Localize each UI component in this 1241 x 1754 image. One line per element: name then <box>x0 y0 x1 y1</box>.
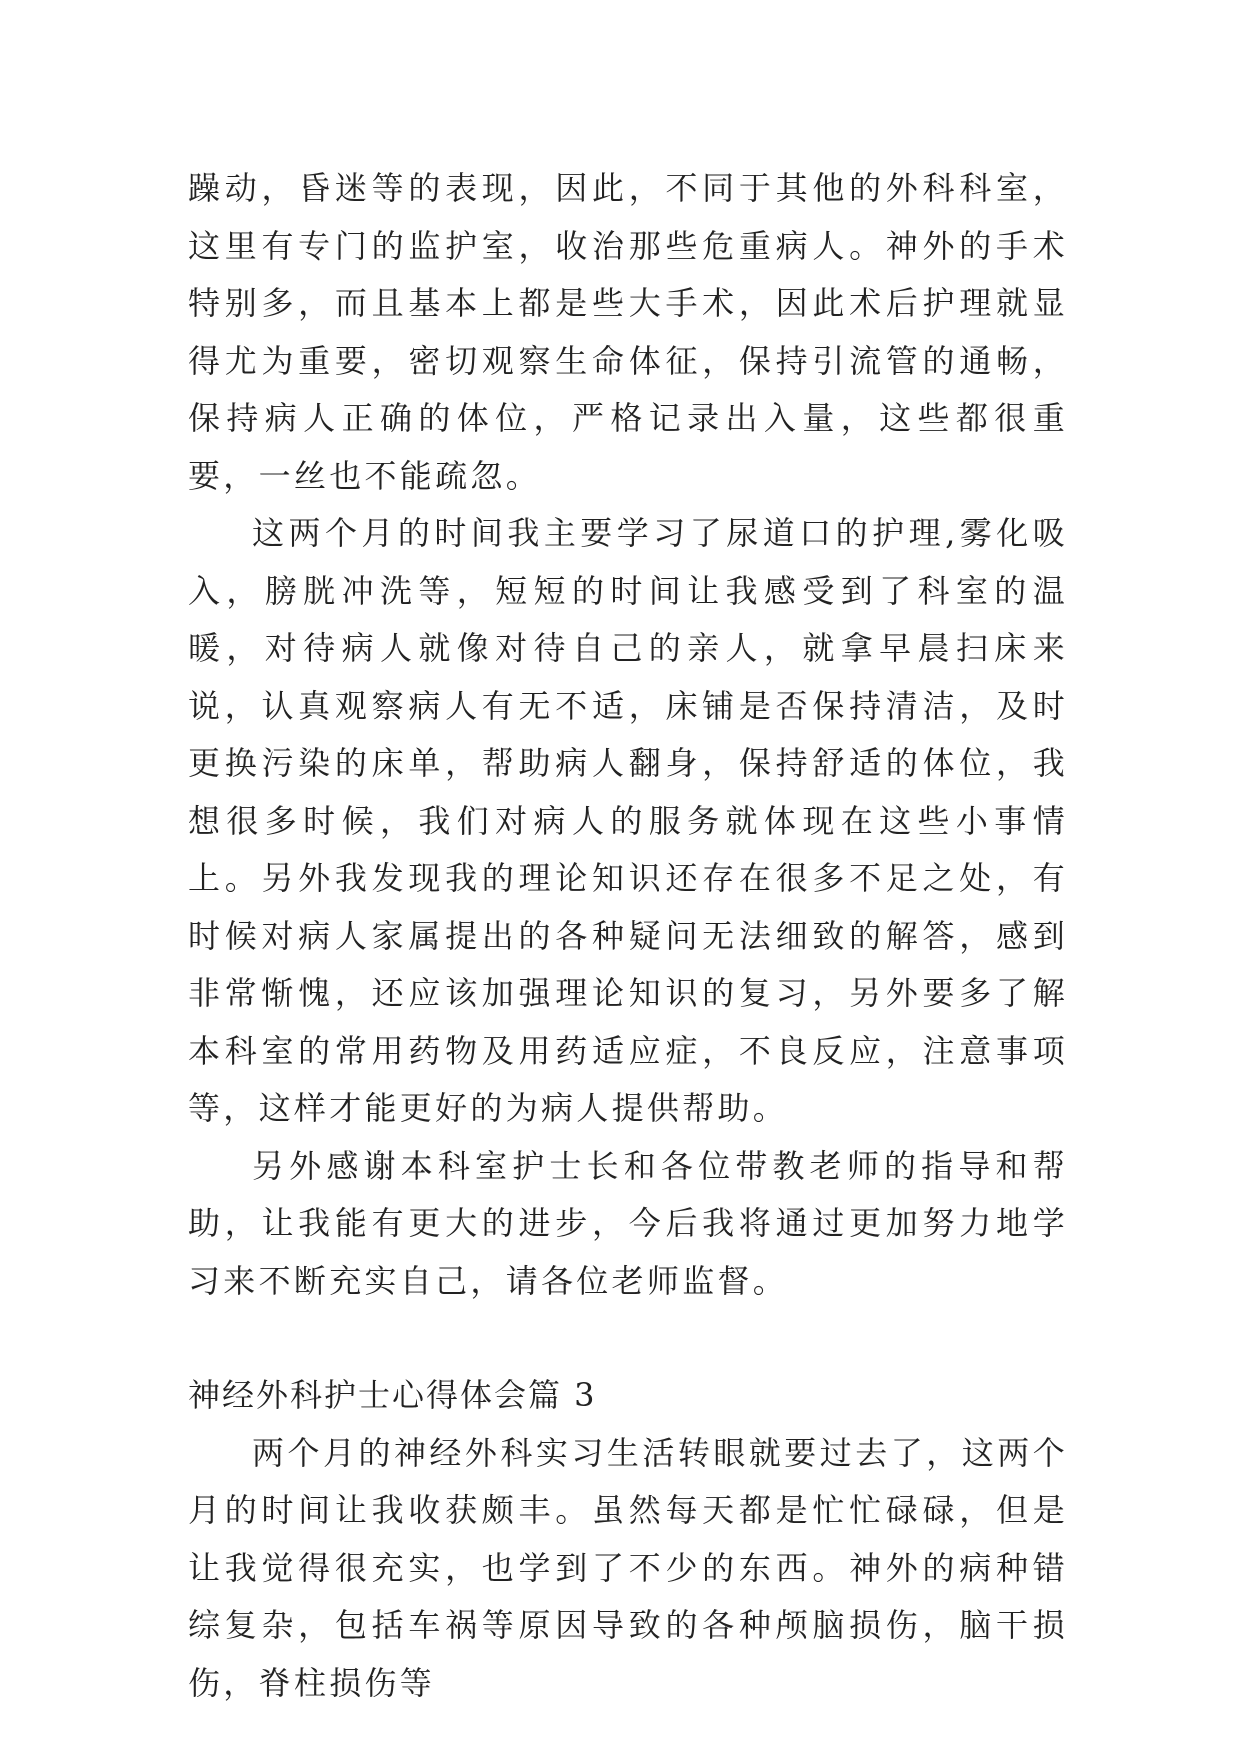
paragraph-4: 两个月的神经外科实习生活转眼就要过去了，这两个月的时间让我收获颇丰。虽然每天都是忙忙碌碌，但是让我觉得很充实，也学到了不少的东西。神外的病种错综复杂，包括车祸等原因导致的各种颅脑损伤，脑干损伤，脊柱损伤等 <box>188 1433 1068 1702</box>
document-body <box>188 160 1068 1712</box>
paragraph-2: 这两个月的时间我主要学习了尿道口的护理,雾化吸入，膀胱冲洗等，短短的时间让我感受到了科室的温暖，对待病人就像对待自己的亲人，就拿早晨扫床来说，认真观察病人有无不适，床铺是否保持清洁，及时更换污染的床单，帮助病人翻身，保持舒适的体位，我想很多时候，我们对病人的服务就体现在这些小事情上。另外我发现我的理论知识还存在很多不足之处，有时候对病人家属提出的各种疑问无法细致的解答，感到非常惭愧，还应该加强理论知识的复习，另外要多了解本科室的常用药物及用药适应症，不良反应，注意事项等，这样才能更好的为病人提供帮助。 <box>188 514 1068 1127</box>
paragraph-1: 躁动，昏迷等的表现，因此，不同于其他的外科科室，这里有专门的监护室，收治那些危重病人。神外的手术特别多，而且基本上都是些大手术，因此术后护理就显得尤为重要，密切观察生命体征，保持引流管的通畅，保持病人正确的体位，严格记录出入量，这些都很重要，一丝也不能疏忽。 <box>188 169 1068 495</box>
paragraph-3: 另外感谢本科室护士长和各位带教老师的指导和帮助，让我能有更大的进步，今后我将通过更加努力地学习来不断充实自己，请各位老师监督。 <box>188 1146 1068 1300</box>
section-title: 神经外科护士心得体会篇 3 <box>188 1376 597 1414</box>
